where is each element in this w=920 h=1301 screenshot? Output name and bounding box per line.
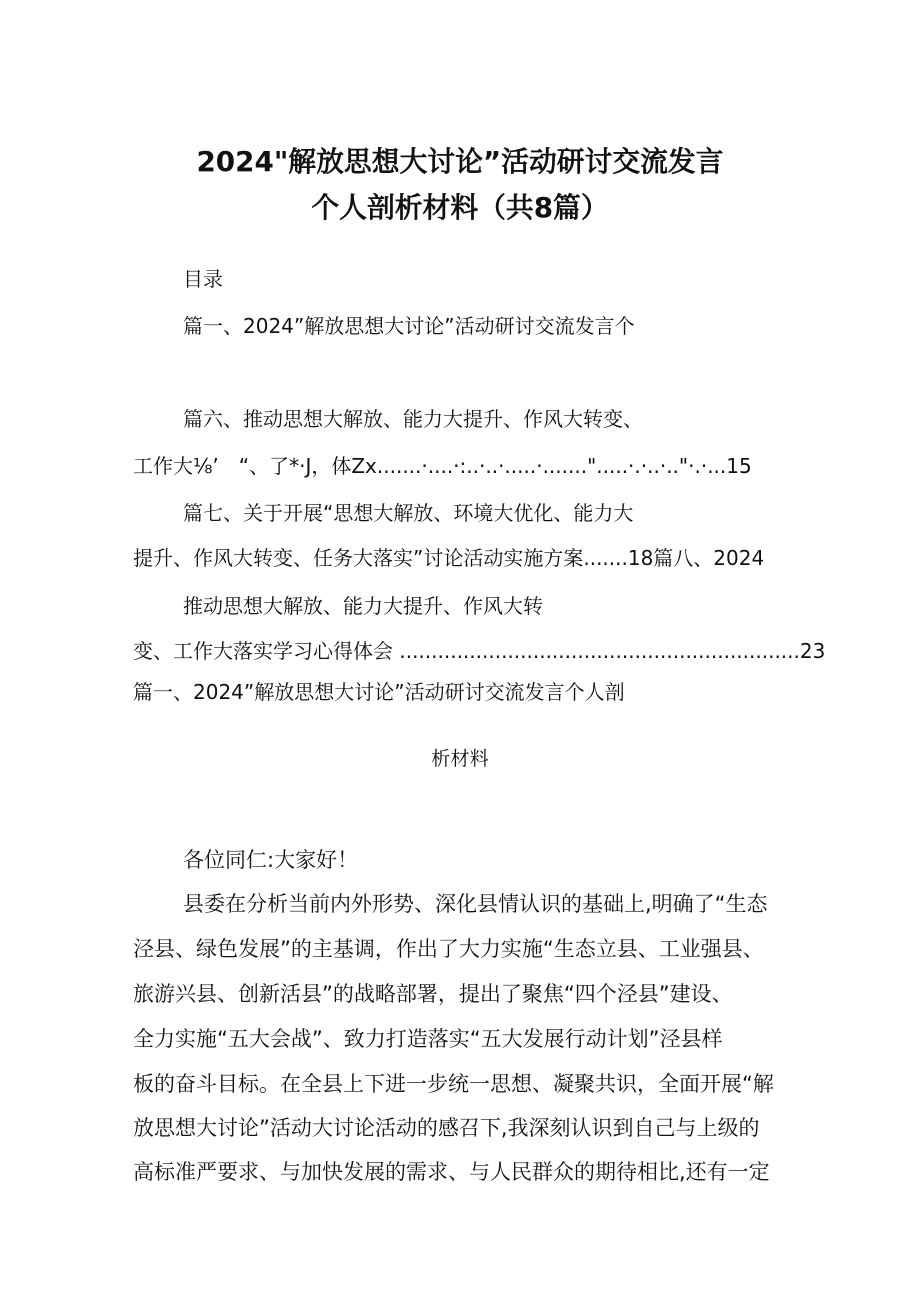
toc-entry: 推动思想大解放、能力大提升、作风大转 (183, 594, 543, 618)
toc-entry: 篇七、关于开展“思想大解放、环境大优化、能力大 (183, 501, 634, 525)
paragraph-line: 全力实施“五大会战”、致力打造落实“五大发展行动计划”泾县样 (133, 1027, 723, 1051)
greeting: 各位同仁:大家好！ (183, 848, 359, 872)
paragraph-line: 高标准严要求、与加快发展的需求、与人民群众的期待相比,还有一定 (133, 1160, 770, 1184)
toc-entry: 篇一、2024”解放思想大讨论”活动研讨交流发言个 (183, 314, 635, 338)
toc-entry: 变、工作大落实学习心得体会 ...............................................................23 (133, 639, 826, 663)
section-heading-line-2: 析材料 (431, 747, 489, 770)
document-title-line-1: 2024"解放思想大讨论”活动研讨交流发言 (196, 145, 724, 178)
toc-entry: 提升、作风大转变、任务大落实”讨论活动实施方案.......18篇八、2024 (133, 546, 765, 570)
paragraph-line: 放思想大讨论”活动大讨论活动的感召下,我深刻认识到自己与上级的 (133, 1116, 760, 1140)
toc-heading: 目录 (183, 267, 223, 291)
toc-entry: 篇六、推动思想大解放、能力大提升、作风大转变、 (183, 407, 643, 431)
paragraph-line: 板的奋斗目标。在全县上下进一步统一思想、凝聚共识，全面开展“解 (133, 1072, 774, 1096)
paragraph-line: 旅游兴县、创新活县”的战略部署，提出了聚焦“四个泾县”建设、 (133, 982, 733, 1006)
paragraph-line: 泾县、绿色发展”的主基调，作出了大力实施“生态立县、工业强县、 (133, 937, 764, 961)
paragraph-line: 县委在分析当前内外形势、深化县情认识的基础上,明确了“生态 (183, 892, 768, 916)
toc-entry: 工作大⅛’ “、了*·J，体Zx.......·....·:..·..·.....·.......".....·.·..·.."·.·...15 (133, 454, 752, 478)
document-title-line-2: 个人剖析材料（共8篇） (311, 191, 609, 224)
section-heading-line-1: 篇一、2024”解放思想大讨论”活动研讨交流发言个人剖 (133, 680, 625, 704)
